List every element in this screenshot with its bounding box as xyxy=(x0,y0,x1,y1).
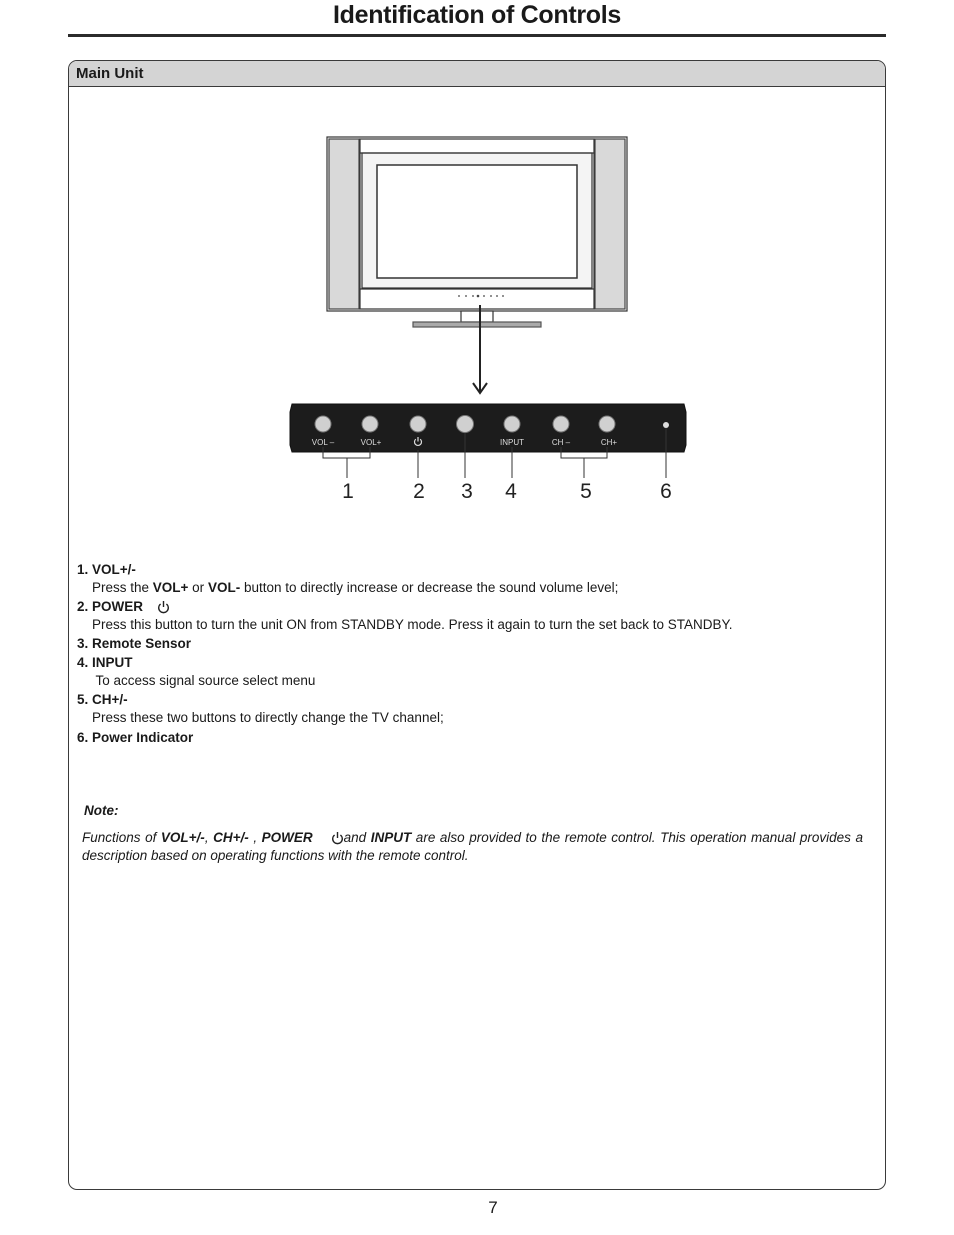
item-vol xyxy=(77,561,618,597)
ch-down-button-graphic xyxy=(553,416,569,432)
item-power-indicator xyxy=(77,729,193,747)
panel-label-ch-up: CH+ xyxy=(600,438,618,447)
item-input xyxy=(77,654,315,690)
ch-up-button-graphic xyxy=(599,416,615,432)
item-head: 1. VOL+/- xyxy=(77,562,136,577)
note-label: Note: xyxy=(84,803,119,818)
item-head: 4. INPUT xyxy=(77,655,133,670)
panel-label-input: INPUT xyxy=(500,438,524,447)
item-body: To access signal source select menu xyxy=(92,673,316,688)
power-indicator-led xyxy=(663,422,669,428)
callout-1: 1 xyxy=(342,480,354,503)
item-head: 3. Remote Sensor xyxy=(77,636,192,651)
item-head: 5. CH+/- xyxy=(77,692,128,707)
power-icon xyxy=(157,600,170,614)
remote-sensor-graphic xyxy=(457,416,474,433)
item-ch xyxy=(77,691,444,727)
callout-5: 5 xyxy=(580,480,592,503)
panel-label-vol-down: VOL – xyxy=(311,438,335,447)
note-text: Functions of VOL+/-, CH+/- , POWER and INPUT are also provided to the remote control. This operation manual provides a description based on operating functions with the remote control. xyxy=(82,830,863,863)
item-body: Press these two buttons to directly change the TV channel; xyxy=(92,710,444,725)
callout-2: 2 xyxy=(413,480,425,503)
vol-down-button-graphic xyxy=(315,416,331,432)
item-head: 6. Power Indicator xyxy=(77,730,194,745)
panel-label-vol-up: VOL+ xyxy=(360,438,382,447)
control-panel xyxy=(290,404,686,452)
section-title: Main Unit xyxy=(76,65,144,82)
power-button-graphic xyxy=(410,416,426,432)
item-power xyxy=(77,598,733,634)
panel-label-ch-down: CH – xyxy=(551,438,571,447)
item-remote-sensor xyxy=(77,635,191,653)
power-icon xyxy=(331,831,344,845)
page-number: 7 xyxy=(488,1198,498,1217)
item-head: 2. POWER xyxy=(77,599,144,614)
page-title: Identification of Controls xyxy=(332,1,621,29)
callout-4: 4 xyxy=(505,480,517,503)
tv-front-illustration xyxy=(327,137,627,327)
tv-diagram xyxy=(0,0,954,520)
item-body: Press the VOL+ or VOL- button to directly increase or decrease the sound volume level; xyxy=(92,580,619,595)
vol-up-button-graphic xyxy=(362,416,378,432)
callout-3: 3 xyxy=(461,480,473,503)
callout-6: 6 xyxy=(660,480,672,503)
item-body: Press this button to turn the unit ON from STANDBY mode. Press it again to turn the set back to STANDBY. xyxy=(92,617,733,632)
input-button-graphic xyxy=(504,416,520,432)
